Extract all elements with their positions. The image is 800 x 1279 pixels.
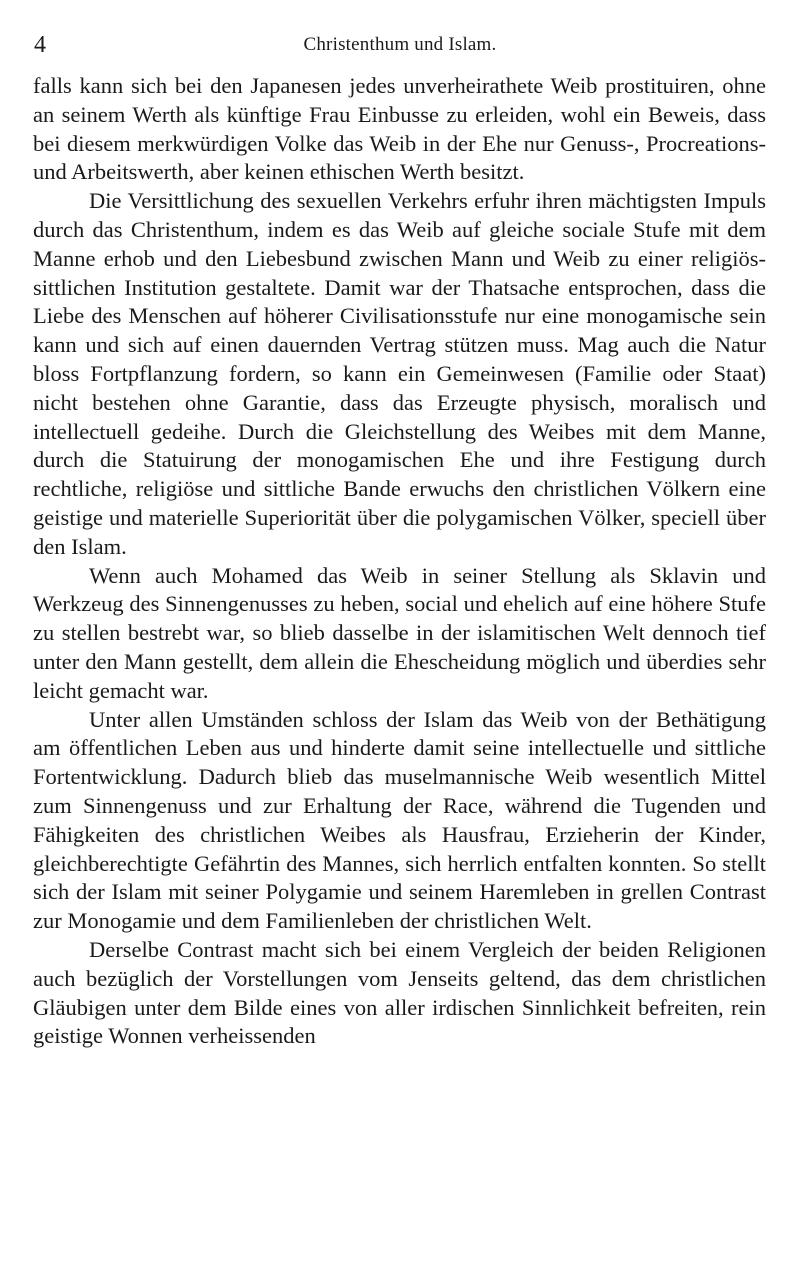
paragraph: Wenn auch Mohamed das Weib in seiner Stellung als Sklavin und Werkzeug des Sinnengenusses zu heben, social und ehelich auf eine höhere Stufe zu stellen bestrebt war, so blieb dasselbe in der islamitischen Welt dennoch tief unter den Mann gestellt, dem allein die Ehescheidung möglich und überdies sehr leicht gemacht war. <box>33 562 766 703</box>
body-text <box>33 72 766 1051</box>
running-title: Christenthum und Islam. <box>303 34 497 55</box>
paragraph: Derselbe Contrast macht sich bei einem Vergleich der beiden Religionen auch bezüglich der Vorstellungen vom Jenseits geltend, das dem christlichen Gläubigen unter dem Bilde eines von aller irdischen Sinnlichkeit befreiten, rein geistige Wonnen verheissenden <box>33 936 766 1049</box>
page-number: 4 <box>34 32 46 58</box>
paragraph: Die Versittlichung des sexuellen Verkehrs erfuhr ihren mächtigsten Impuls durch das Christenthum, indem es das Weib auf gleiche sociale Stufe mit dem Manne erhob und den Liebesbund zwischen Mann und Weib zu einer religiös-sittlichen Institution gestaltete. Damit war der Thatsache entsprochen, dass die Liebe des Menschen auf höherer Civilisationsstufe nur eine monogamische sein kann und sich auf einen dauernden Vertrag stützen muss. Mag auch die Natur bloss Fortpflanzung fordern, so kann ein Gemeinwesen (Familie oder Staat) nicht bestehen ohne Garantie, dass das Erzeugte physisch, moralisch und intellectuell gedeihe. Durch die Gleichstellung des Weibes mit dem Manne, durch die Statuirung der monogamischen Ehe und ihre Festigung durch rechtliche, religiöse und sittliche Bande erwuchs den christlichen Völkern eine geistige und materielle Superiorität über die polygamischen Völker, speciell über den Islam. <box>33 188 766 559</box>
paragraph-continued: falls kann sich bei den Japanesen jedes unverheirathete Weib prostituiren, ohne an seinem Werth als künftige Frau Einbusse zu erleiden, wohl ein Beweis, dass bei diesem merkwürdigen Volke das Weib in der Ehe nur Genuss-, Procreations- und Arbeitswerth, aber keinen ethischen Werth besitzt. <box>33 73 766 185</box>
page-header <box>34 30 766 60</box>
paragraph: Unter allen Umständen schloss der Islam das Weib von der Bethätigung am öffentlichen Leben aus und hinderte damit seine intellectuelle und sittliche Fortentwicklung. Dadurch blieb das muselmannische Weib wesentlich Mittel zum Sinnengenuss und zur Erhaltung der Race, während die Tugenden und Fähigkeiten des christlichen Weibes als Hausfrau, Erzieherin der Kinder, gleichberechtigte Gefährtin des Mannes, sich herrlich entfalten konnten. So stellt sich der Islam mit seiner Polygamie und seinem Haremleben in grellen Contrast zur Monogamie und dem Familienleben der christlichen Welt. <box>33 706 766 934</box>
